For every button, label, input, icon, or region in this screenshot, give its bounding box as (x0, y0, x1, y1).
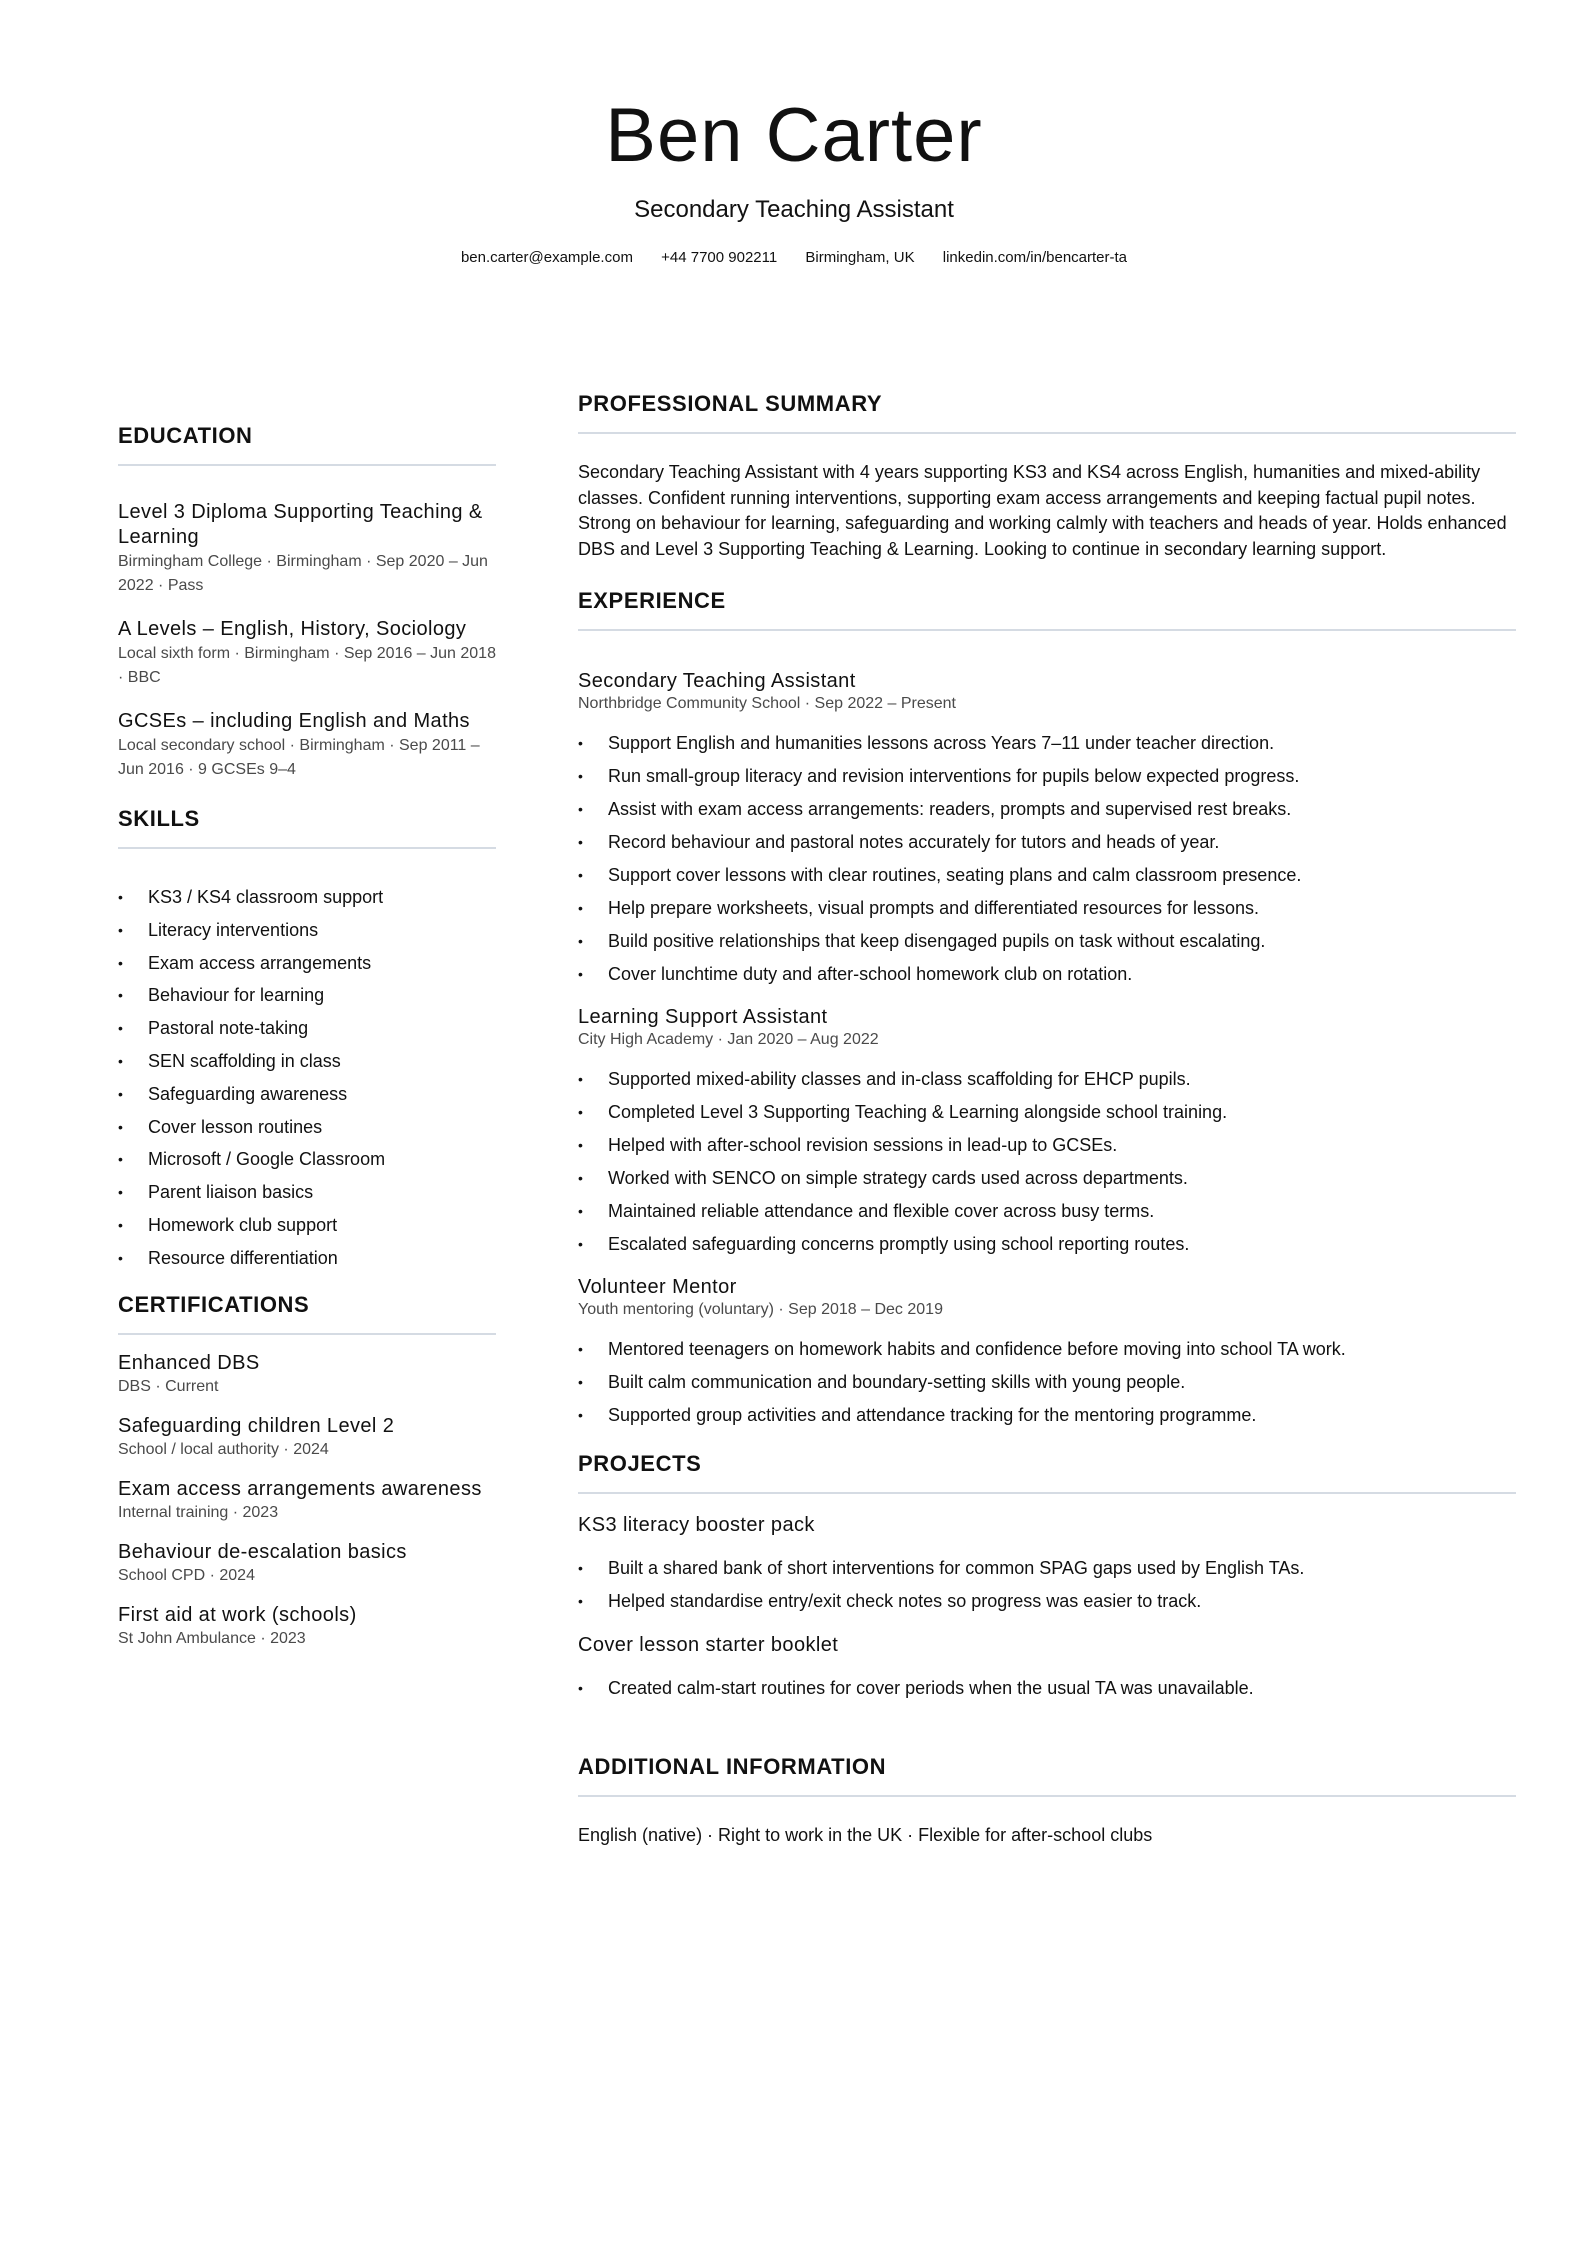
job-bullet: • Maintained reliable attendance and flexible cover across busy terms. (578, 1195, 1516, 1228)
section-title-summary: PROFESSIONAL SUMMARY (578, 386, 1516, 434)
section-title-education: EDUCATION (118, 418, 496, 466)
project-bullets (578, 1552, 1516, 1618)
job-bullet: • Run small-group literacy and revision interventions for pupils below expected progress. (578, 760, 1516, 793)
contact-linkedin[interactable]: linkedin.com/in/bencarter-ta (942, 249, 1128, 266)
certification-title: Enhanced DBS (118, 1351, 260, 1374)
section-title-certifications: CERTIFICATIONS (118, 1287, 496, 1335)
certification-entry (118, 1540, 496, 1586)
job-entry (578, 1275, 1516, 1432)
contact-line (0, 248, 1588, 268)
job-meta: Northbridge Community School · Sep 2022 – Present (578, 695, 956, 712)
education-title: Level 3 Diploma Supporting Teaching & Learning (118, 501, 483, 548)
left-column (118, 418, 496, 1666)
skill-item: • Homework club support (118, 1209, 496, 1242)
section-title-experience: EXPERIENCE (578, 583, 1516, 631)
project-title: Cover lesson starter booklet (578, 1634, 839, 1656)
job-meta: City High Academy · Jan 2020 – Aug 2022 (578, 1031, 879, 1048)
education-entry (118, 709, 496, 782)
certification-entry (118, 1414, 496, 1460)
section-title-skills: SKILLS (118, 801, 496, 849)
education-title: A Levels – English, History, Sociology (118, 618, 467, 640)
section-title-projects: PROJECTS (578, 1446, 1516, 1494)
job-bullet: • Supported mixed-ability classes and in-class scaffolding for EHCP pupils. (578, 1063, 1516, 1096)
certification-entry (118, 1477, 496, 1523)
project-bullet: • Created calm-start routines for cover periods when the usual TA was unavailable. (578, 1672, 1516, 1705)
contact-location: Birmingham, UK (805, 249, 915, 266)
certification-title: Behaviour de-escalation basics (118, 1540, 407, 1563)
job-bullet: • Helped with after-school revision sessions in lead-up to GCSEs. (578, 1129, 1516, 1162)
job-title: Secondary Teaching Assistant (578, 670, 856, 692)
certifications-section (118, 1287, 496, 1649)
job-bullet: • Cover lunchtime duty and after-school homework club on rotation. (578, 958, 1516, 991)
skill-item: • Resource differentiation (118, 1242, 496, 1275)
projects-section (578, 1446, 1516, 1705)
education-title: GCSEs – including English and Maths (118, 710, 470, 732)
skill-item: • Cover lesson routines (118, 1111, 496, 1144)
additional-text: English (native) · Right to work in the UK · Flexible for after-school clubs (578, 1825, 1153, 1845)
job-bullet: • Completed Level 3 Supporting Teaching & Learning alongside school training. (578, 1096, 1516, 1129)
certification-meta: DBS · Current (118, 1377, 219, 1395)
job-bullet: • Build positive relationships that keep disengaged pupils on task without escalating. (578, 925, 1516, 958)
summary-text: Secondary Teaching Assistant with 4 years supporting KS3 and KS4 across English, humanities and mixed-ability classes. Confident running interventions, supporting exam access arrangements and keeping factual pupil notes. Strong on behaviour for learning, safeguarding and working calmly with teachers and heads of year. Holds enhanced DBS and Level 3 Supporting Teaching & Learning. Looking to continue in secondary learning support. (578, 462, 1507, 559)
job-bullet: • Support English and humanities lessons across Years 7–11 under teacher direction. (578, 727, 1516, 760)
additional-section (578, 1749, 1516, 1848)
project-entry (578, 1512, 1516, 1618)
education-entry (118, 500, 496, 598)
skill-item: • Behaviour for learning (118, 979, 496, 1012)
project-entry (578, 1632, 1516, 1705)
job-title: Learning Support Assistant (578, 1006, 828, 1028)
skill-item: • Safeguarding awareness (118, 1078, 496, 1111)
skill-item: • SEN scaffolding in class (118, 1045, 496, 1078)
job-bullet: • Help prepare worksheets, visual prompts and differentiated resources for lessons. (578, 892, 1516, 925)
certification-title: First aid at work (schools) (118, 1603, 357, 1626)
job-bullet: • Assist with exam access arrangements: readers, prompts and supervised rest breaks. (578, 793, 1516, 826)
project-bullet: • Built a shared bank of short interventions for common SPAG gaps used by English TAs. (578, 1552, 1516, 1585)
contact-email[interactable]: ben.carter@example.com (460, 249, 633, 266)
job-meta: Youth mentoring (voluntary) · Sep 2018 – Dec 2019 (578, 1301, 943, 1318)
skill-item: • Microsoft / Google Classroom (118, 1143, 496, 1176)
education-section (118, 418, 496, 782)
job-bullet: • Support cover lessons with clear routines, seating plans and calm classroom presence. (578, 859, 1516, 892)
skill-item: • KS3 / KS4 classroom support (118, 881, 496, 914)
job-bullets (578, 1063, 1516, 1261)
certification-title: Exam access arrangements awareness (118, 1477, 482, 1500)
project-bullets (578, 1672, 1516, 1705)
skills-list (118, 881, 496, 1275)
certification-meta: St John Ambulance · 2023 (118, 1629, 306, 1647)
project-bullet: • Helped standardise entry/exit check notes so progress was easier to track. (578, 1585, 1516, 1618)
job-entry (578, 669, 1516, 991)
candidate-name: Ben Carter (605, 93, 983, 178)
project-title: KS3 literacy booster pack (578, 1514, 815, 1536)
education-meta: Birmingham College · Birmingham · Sep 2020 – Jun 2022 · Pass (118, 553, 488, 594)
education-meta: Local secondary school · Birmingham · Sep 2011 – Jun 2016 · 9 GCSEs 9–4 (118, 737, 480, 778)
certification-entry (118, 1351, 496, 1397)
job-title: Volunteer Mentor (578, 1276, 737, 1298)
job-bullet: • Record behaviour and pastoral notes accurately for tutors and heads of year. (578, 826, 1516, 859)
resume-header (0, 86, 1588, 268)
contact-phone[interactable]: +44 7700 902211 (661, 249, 778, 266)
section-title-additional: ADDITIONAL INFORMATION (578, 1749, 1516, 1797)
skill-item: • Parent liaison basics (118, 1176, 496, 1209)
job-entry (578, 1005, 1516, 1261)
skills-section (118, 801, 496, 1275)
job-bullets (578, 727, 1516, 991)
job-bullets (578, 1333, 1516, 1432)
job-bullet: • Supported group activities and attendance tracking for the mentoring programme. (578, 1399, 1516, 1432)
job-bullet: • Built calm communication and boundary-setting skills with young people. (578, 1366, 1516, 1399)
certification-meta: School / local authority · 2024 (118, 1440, 329, 1458)
skill-item: • Exam access arrangements (118, 947, 496, 980)
right-column (578, 386, 1516, 1848)
certification-title: Safeguarding children Level 2 (118, 1414, 395, 1437)
job-bullet: • Worked with SENCO on simple strategy cards used across departments. (578, 1162, 1516, 1195)
summary-section (578, 386, 1516, 562)
experience-section (578, 583, 1516, 1432)
job-bullet: • Escalated safeguarding concerns promptly using school reporting routes. (578, 1228, 1516, 1261)
candidate-role: Secondary Teaching Assistant (634, 196, 954, 223)
certification-entry (118, 1603, 496, 1649)
skill-item: • Literacy interventions (118, 914, 496, 947)
job-bullet: • Mentored teenagers on homework habits and confidence before moving into school TA work. (578, 1333, 1516, 1366)
education-meta: Local sixth form · Birmingham · Sep 2016 – Jun 2018 · BBC (118, 645, 496, 686)
education-entry (118, 617, 496, 690)
certification-meta: School CPD · 2024 (118, 1566, 255, 1584)
skill-item: • Pastoral note-taking (118, 1012, 496, 1045)
certification-meta: Internal training · 2023 (118, 1503, 279, 1521)
